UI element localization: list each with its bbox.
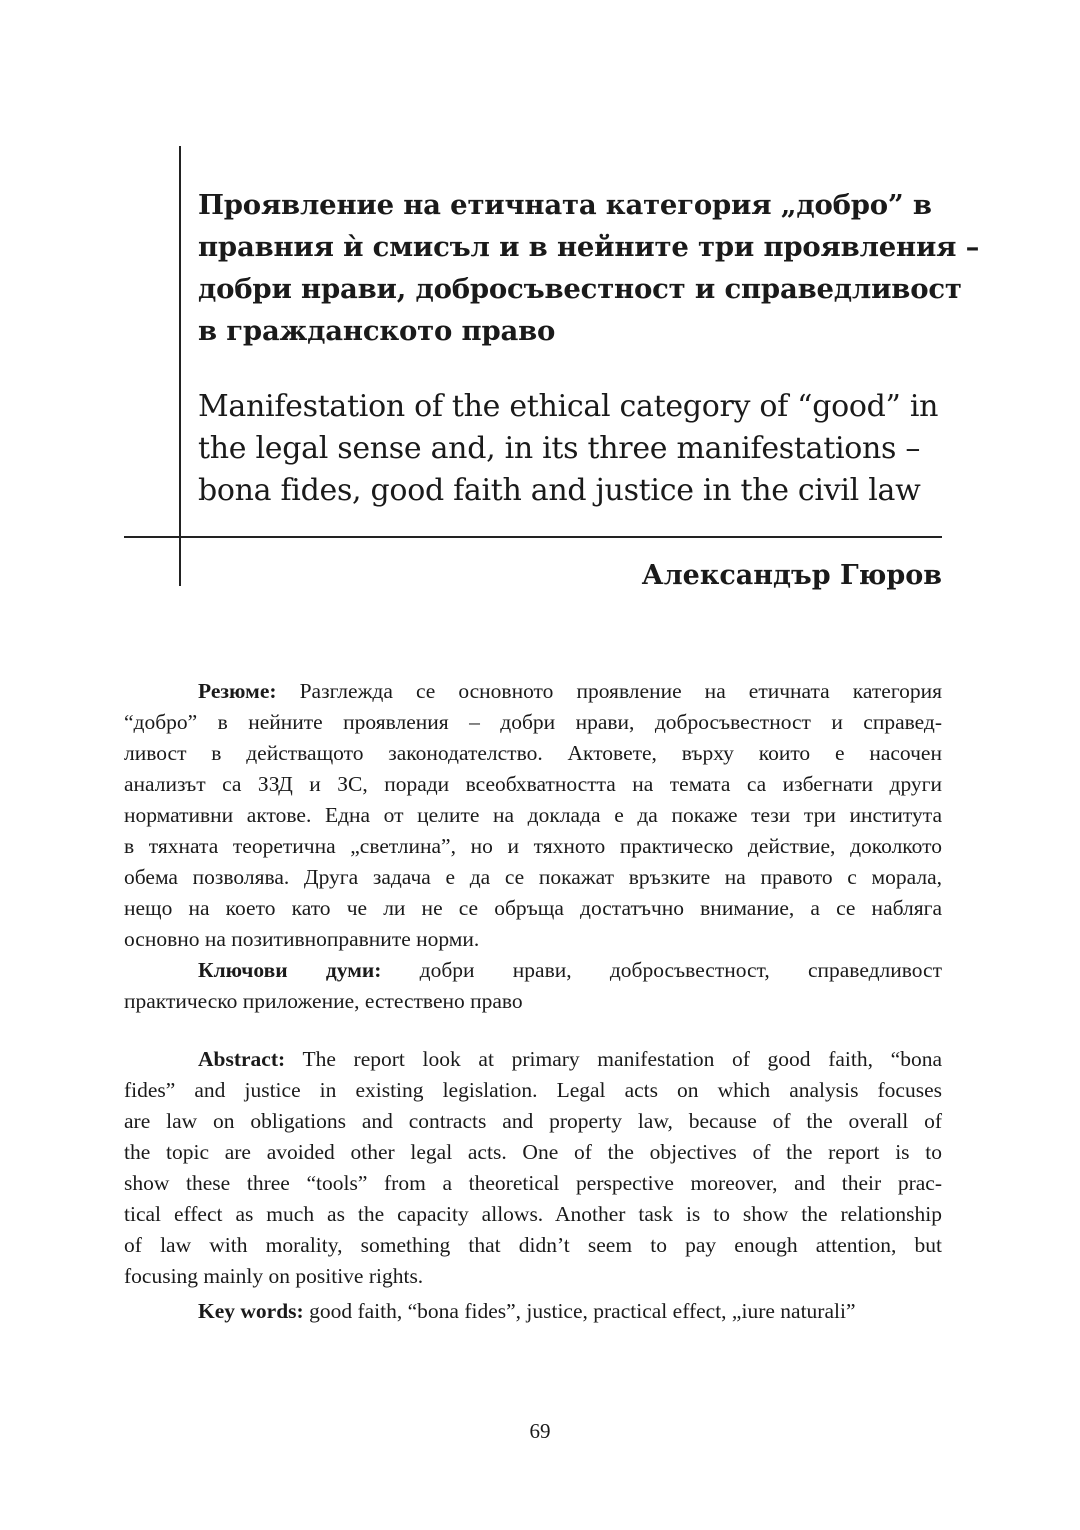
keywords-bg-text: добри нрави, добросъвестност, справедливост bbox=[419, 958, 942, 982]
resume-label: Резюме: bbox=[198, 679, 277, 703]
resume-line: анализът са ЗЗД и ЗС, поради всеобхватността на темата са избегнати други bbox=[124, 772, 942, 796]
resume-line: в тяхната теоретична „светлина”, но и тяхното практическо действие, доколкото bbox=[124, 834, 942, 858]
title-bg-line: в гражданското право bbox=[198, 315, 556, 347]
abstract-line: focusing mainly on positive rights. bbox=[124, 1264, 424, 1288]
resume-line: нормативни актове. Една от целите на доклада е да покаже тези три института bbox=[124, 803, 942, 827]
keywords-en-label: Key words: bbox=[198, 1299, 304, 1323]
keywords-en-text: good faith, “bona fides”, justice, practical effect, „iure naturali” bbox=[309, 1299, 856, 1323]
title-bg-line: добри нрави, добросъвестност и справедливост bbox=[198, 273, 962, 305]
title-bg-line: правния ѝ смисъл и в нейните три проявления – bbox=[198, 231, 980, 263]
title-en-line: Manifestation of the ethical category of “good” in bbox=[198, 389, 939, 424]
abstract-line: tical effect as much as the capacity allows. Another task is to show the relationship bbox=[124, 1202, 942, 1226]
keywords-bg-label: Ключови думи: bbox=[198, 958, 382, 982]
abstract-line: the topic are avoided other legal acts. One of the objectives of the report is to bbox=[124, 1140, 942, 1164]
abstract-line: fides” and justice in existing legislation. Legal acts on which analysis focuses bbox=[124, 1078, 942, 1102]
resume-line: обема позволява. Друга задача е да се покажат връзките на правото с морала, bbox=[124, 865, 942, 889]
resume-line: ливост в действащото законодателство. Актовете, върху които е насочен bbox=[124, 741, 942, 765]
resume-paragraph bbox=[124, 676, 942, 955]
resume-line: нещо на което като че ли не се обръща достатъчно внимание, а се набляга bbox=[124, 896, 942, 920]
title-bulgarian bbox=[198, 184, 980, 352]
abstract-line: of law with morality, something that didn’t seem to pay enough attention, but bbox=[124, 1233, 942, 1257]
abstract-paragraph bbox=[124, 1044, 942, 1292]
author-name: Александър Гюров bbox=[641, 560, 942, 591]
keywords-bulgarian bbox=[124, 955, 942, 1017]
title-english bbox=[198, 386, 958, 512]
resume-line: основно на позитивноправните норми. bbox=[124, 927, 480, 951]
abstract-line bbox=[124, 1044, 942, 1075]
title-bg-line: Проявление на етичната категория „добро” в bbox=[198, 189, 932, 221]
abstract-label: Abstract: bbox=[198, 1047, 286, 1071]
abstract-line: are law on obligations and contracts and property law, because of the overall of bbox=[124, 1109, 942, 1133]
horizontal-rule bbox=[124, 536, 942, 538]
keywords-english bbox=[124, 1296, 942, 1327]
resume-line: “добро” в нейните проявления – добри нрави, добросъвестност и справед- bbox=[124, 710, 942, 734]
resume-text: Разглежда се основното проявление на етичната категория bbox=[299, 679, 942, 703]
keywords-en-line bbox=[124, 1296, 942, 1327]
keywords-bg-line: практическо приложение, естествено право bbox=[124, 989, 523, 1013]
vertical-rule bbox=[179, 146, 181, 586]
title-en-line: bona fides, good faith and justice in the civil law bbox=[198, 473, 921, 508]
keywords-bg-line bbox=[124, 955, 942, 986]
page-number: 69 bbox=[529, 1419, 551, 1443]
abstract-text: The report look at primary manifestation of good faith, “bona bbox=[302, 1047, 942, 1071]
title-en-line: the legal sense and, in its three manifestations – bbox=[198, 431, 921, 466]
resume-line bbox=[124, 676, 942, 707]
abstract-line: show these three “tools” from a theoretical perspective moreover, and their prac- bbox=[124, 1171, 942, 1195]
